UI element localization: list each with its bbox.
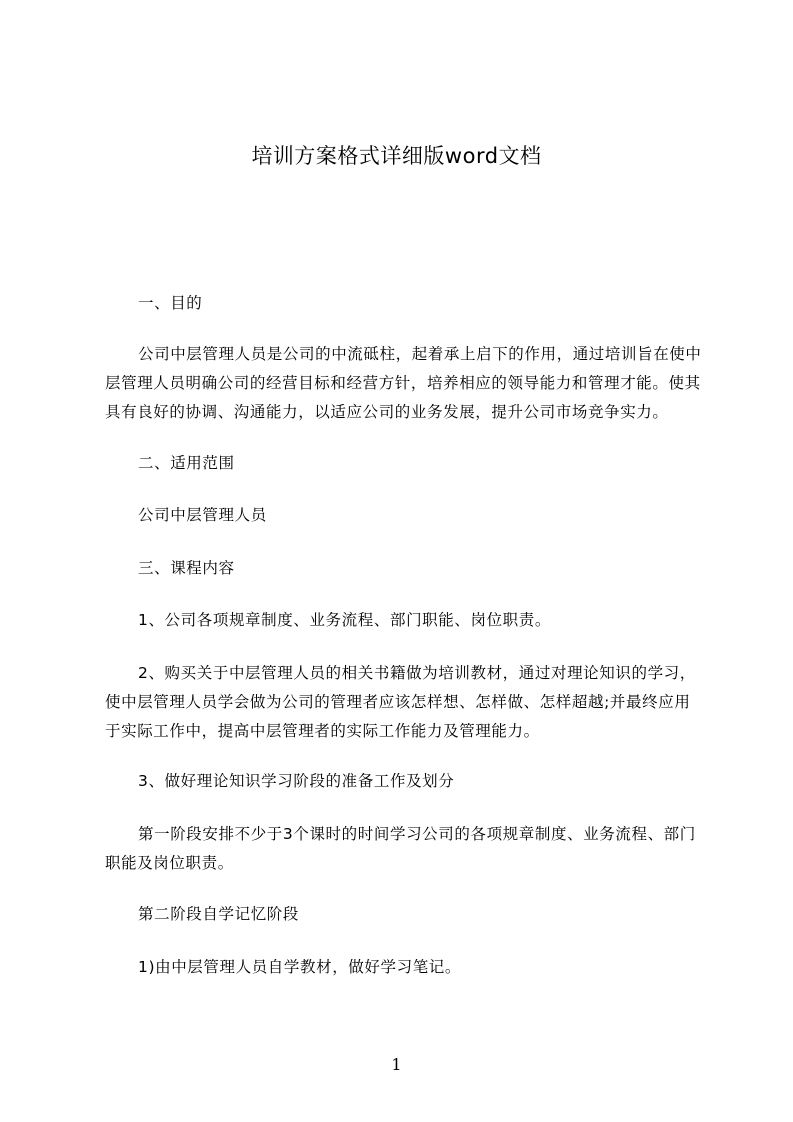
list-item-course-2: 2、购买关于中层管理人员的相关书籍做为培训教材，通过对理论知识的学习，使中层管理人员学会做为公司的管理者应该怎样想、怎样做、怎样超越;并最终应用于实际工作中，提高中层管理者的实际工作能力及管理能力。 [105,664,696,740]
section-heading-purpose: 一、目的 [138,294,203,312]
section-heading-courses: 三、课程内容 [138,559,235,577]
section-heading-scope: 二、适用范围 [138,454,235,472]
paragraph-stage-2: 第二阶段自学记忆阶段 [138,905,300,923]
paragraph-stage-2-item-1: 1)由中层管理人员自学教材，做好学习笔记。 [138,958,462,976]
list-item-course-1: 1、公司各项规章制度、业务流程、部门职能、岗位职责。 [138,611,551,629]
paragraph-stage-1: 第一阶段安排不少于3个课时的时间学习公司的各项规章制度、业务流程、部门职能及岗位职责。 [105,825,696,872]
page-number: 1 [391,1055,402,1074]
paragraph-scope: 公司中层管理人员 [138,506,267,524]
list-item-course-3: 3、做好理论知识学习阶段的准备工作及划分 [138,772,455,790]
document-title: 培训方案格式详细版word文档 [251,144,542,168]
paragraph-purpose: 公司中层管理人员是公司的中流砥柱，起着承上启下的作用，通过培训旨在使中层管理人员明确公司的经营目标和经营方针，培养相应的领导能力和管理才能。使其具有良好的协调、沟通能力，以适应公司的业务发展，提升公司市场竞争实力。 [105,345,702,421]
